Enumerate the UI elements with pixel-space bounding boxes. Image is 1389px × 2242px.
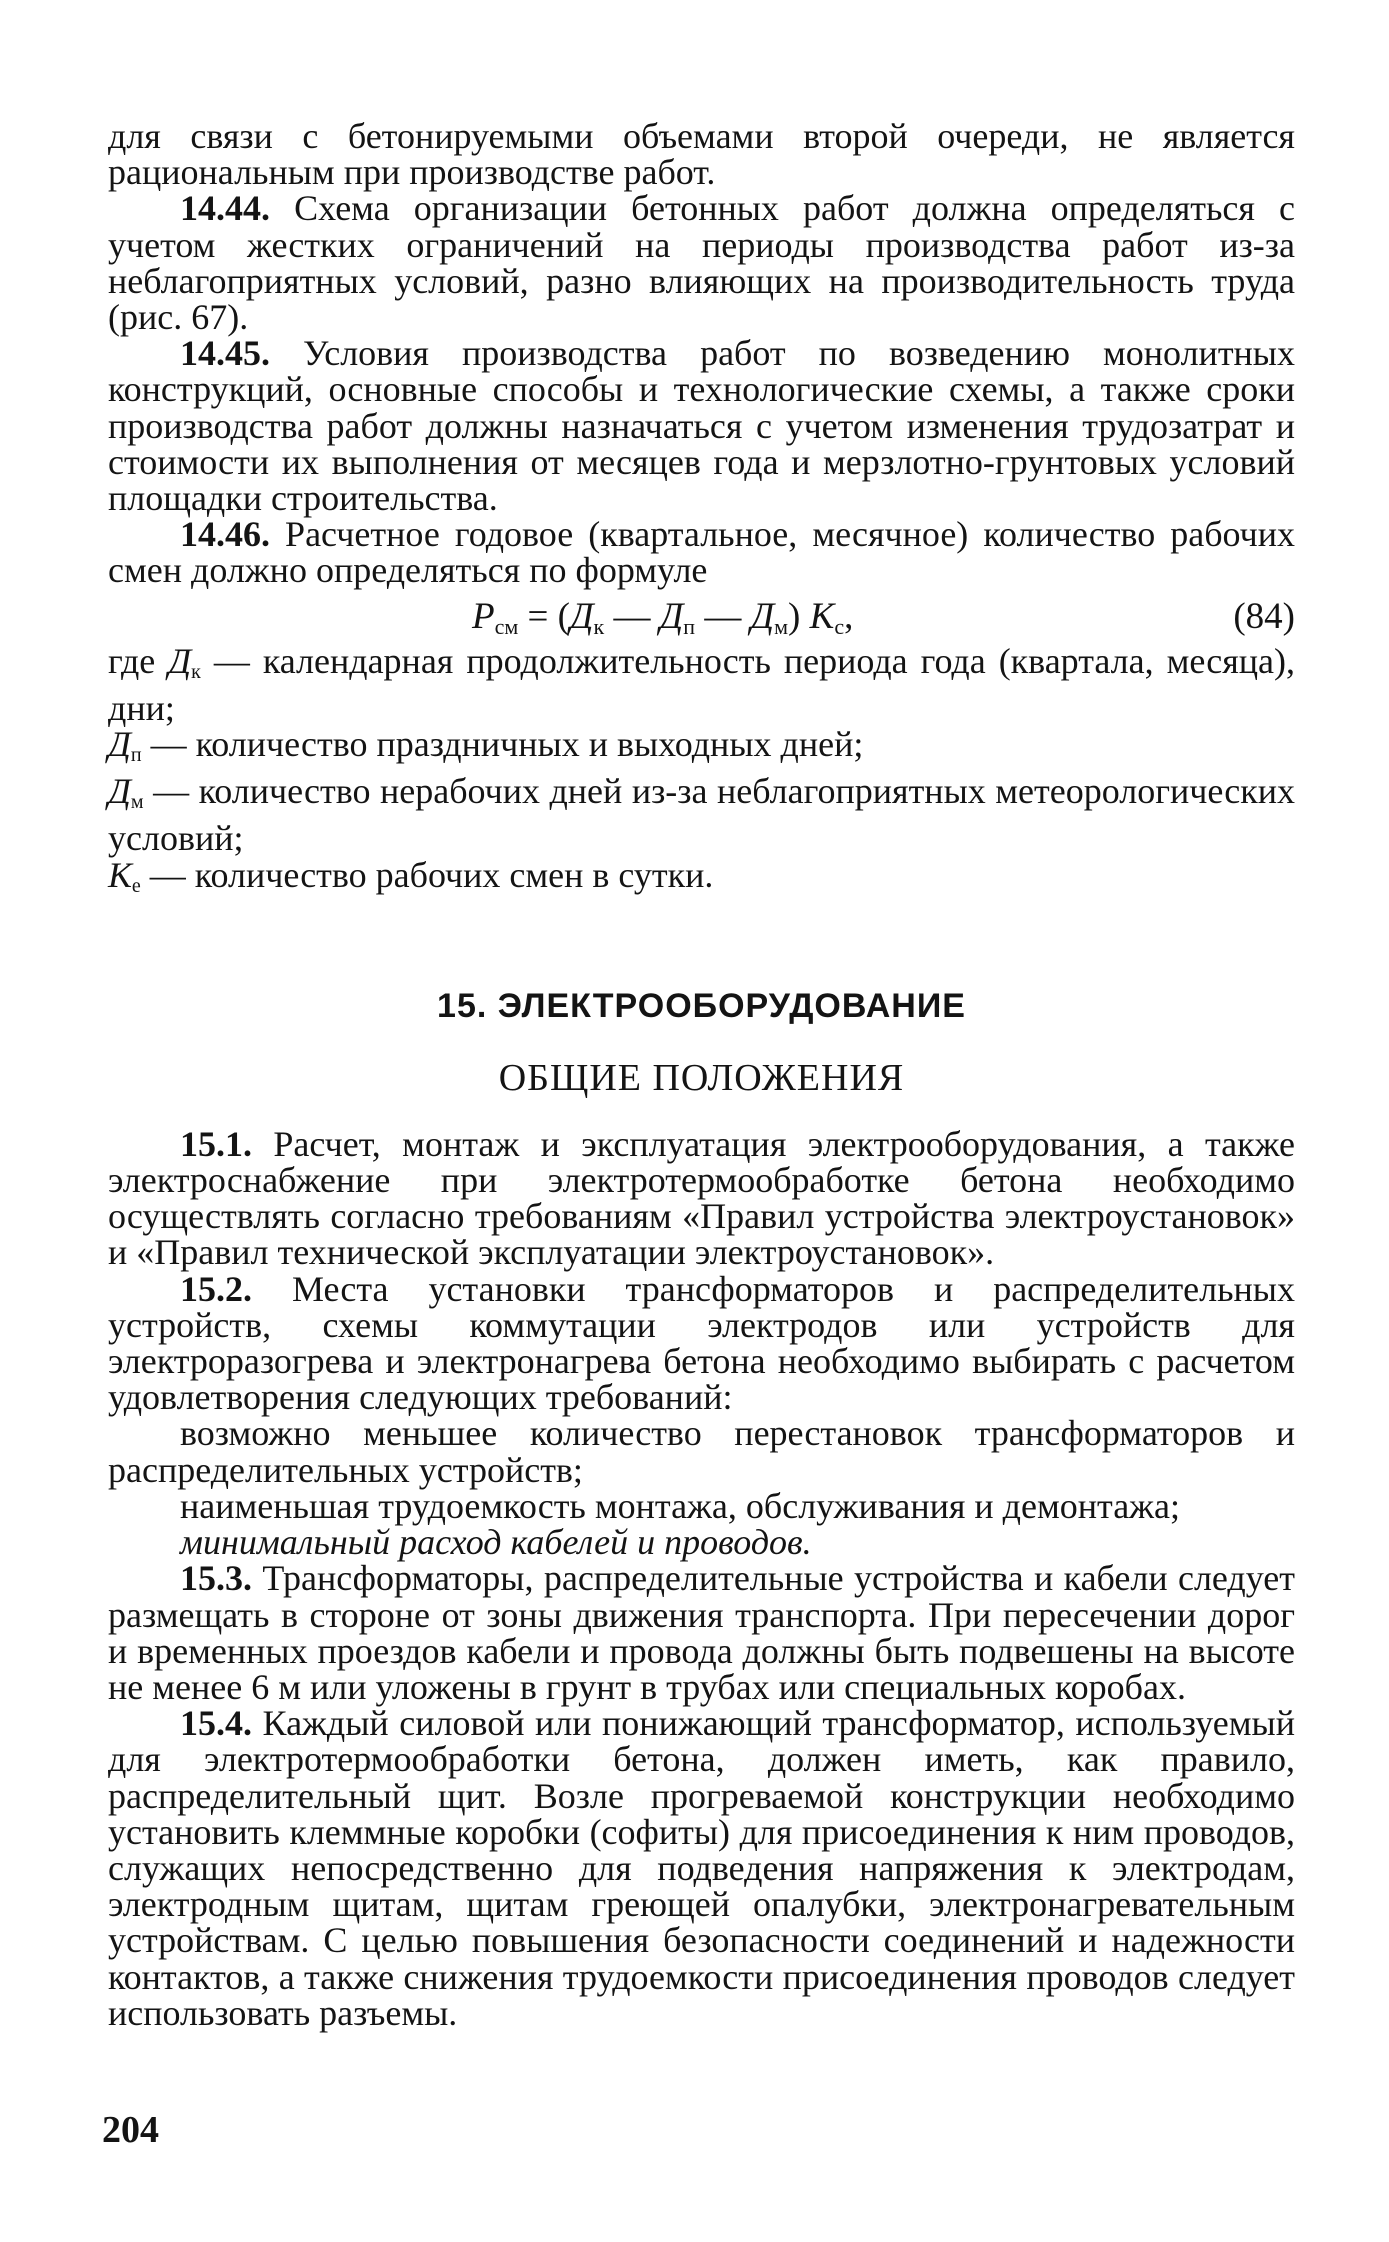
formula-symbol: Д [659,595,684,637]
definition-prefix: где [108,640,169,681]
definition-symbol: К [108,854,132,895]
formula-subscript: с [834,613,845,639]
formula-84 [108,593,1295,641]
paragraph-14-45 [108,333,1295,519]
formula-subscript: см [494,613,519,639]
page-number: 204 [102,2109,159,2151]
formula-symbol: P [472,595,495,637]
paragraph-15-3 [108,1560,1295,1705]
formula-subscript: м [774,613,789,639]
definition-symbol: Д [108,724,131,765]
definition-dp [108,726,1295,773]
paragraph-14-46 [108,514,1295,591]
paragraph-text: Каждый силовой или понижающий трансформатор, используемый для электротермообработки бетона, должен иметь, как правило, распределительный щит. Возле прогреваемой конструкции необходимо установить клеммные коробки (софиты) для присоединения к ним проводов, служащих непосредственно для подведения напряжения к электродам, электродным щитам, щитам греющей опалубки, электронагревательным устройствам. С целью повышения безопасности соединений и надежности контактов, а также снижения трудоемкости присоединения проводов следует использовать разъемы. [108,1703,1295,2033]
definition-symbol: Д [108,771,131,812]
paragraph-15-4 [108,1705,1295,2031]
formula-expression [472,593,853,651]
paragraph-15-1 [108,1123,1295,1273]
equation-number: (84) [1233,595,1295,637]
requirement-item: возможно меньшее количество перестановок трансформаторов и распределительных устройств; [108,1413,1295,1490]
requirement-item: минимальный расход кабелей и проводов. [180,1522,812,1563]
formula-symbol: Д [570,595,594,637]
formula-operator: ) [788,595,810,637]
formula-symbol: K [809,595,835,637]
subsection-title: ОБЩИЕ ПОЛОЖЕНИЯ [498,1056,905,1099]
definition-symbol: Д [168,640,192,681]
clause-number: 14.45. [180,333,270,374]
paragraph-text: Места установки трансформаторов и распределительных устройств, схемы коммутации электродов или устройств для электроразогрева и электронагрева бетона необходимо выбирать с расчетом удовлетворения следующих требований: [108,1268,1295,1418]
definition-text: — количество праздничных и выходных дней; [141,724,864,765]
definition-text: — количество рабочих смен в сутки. [140,854,714,895]
paragraph-text: Условия производства работ по возведению монолитных конструкций, основные способы и технологические схемы, а также сроки производства работ должны назначаться с учетом изменения трудозатрат и стоимости их выполнения от месяцев года и мерзлотно-грунтовых условий площадки строительства. [108,333,1295,519]
paragraph-text: Расчетное годовое (квартальное, месячное) количество рабочих смен должно определяться по формуле [108,514,1295,591]
definition-text: — календарная продолжительность периода года (квартала, месяца), дни; [108,640,1295,728]
definition-subscript: к [191,660,201,683]
definition-ke [108,854,1295,904]
clause-number: 15.4. [180,1703,252,1744]
formula-operator: , [844,595,854,637]
clause-number: 15.1. [180,1123,252,1164]
definition-text: — количество нерабочих дней из-за неблагоприятных метеорологических условий; [108,771,1295,859]
definition-dk [108,640,1295,728]
clause-number: 14.46. [180,514,270,555]
requirement-item: наименьшая трудоемкость монтажа, обслуживания и демонтажа; [180,1485,1181,1526]
definition-subscript: м [130,791,144,814]
paragraph-text: Схема организации бетонных работ должна определяться с учетом жестких ограничений на периоды производства работ из-за неблагоприятных условий, разно влияющих на производительность труда (рис. 67). [108,188,1295,338]
paragraph-continuation [108,116,1295,193]
formula-subscript: п [683,613,696,639]
paragraph-14-44 [108,188,1295,338]
section-title: 15. ЭЛЕКТРООБОРУДОВАНИЕ [437,986,966,1025]
formula-operator: = ( [518,595,570,637]
clause-number: 15.2. [180,1268,252,1309]
clause-number: 15.3. [180,1558,252,1599]
formula-operator: — [604,595,660,637]
formula-operator: — [695,595,751,637]
definition-dm [108,771,1295,859]
paragraph-text: для связи с бетонируемыми объемами второй очереди, не является рациональным при производстве работ. [108,116,1295,193]
clause-number: 14.44. [180,188,270,229]
formula-symbol: Д [750,595,775,637]
paragraph-15-2 [108,1268,1295,1418]
paragraph-text: Расчет, монтаж и эксплуатация электрооборудования, а также электроснабжение при электротермообработке бетона необходимо осуществлять согласно требованиям «Правил устройства электроустановок» и «Правил технической эксплуатации электроустановок». [108,1123,1295,1273]
paragraph-text: Трансформаторы, распределительные устройства и кабели следует размещать в стороне от зоны движения транспорта. При пересечении дорог и временных проездов кабели и провода должны быть подвешены на высоте не менее 6 м или уложены в грунт в трубах или специальных коробах. [108,1558,1295,1707]
definition-subscript: п [130,744,142,767]
page-body [108,118,1295,2031]
definition-subscript: е [131,874,141,897]
formula-subscript: к [593,613,605,639]
